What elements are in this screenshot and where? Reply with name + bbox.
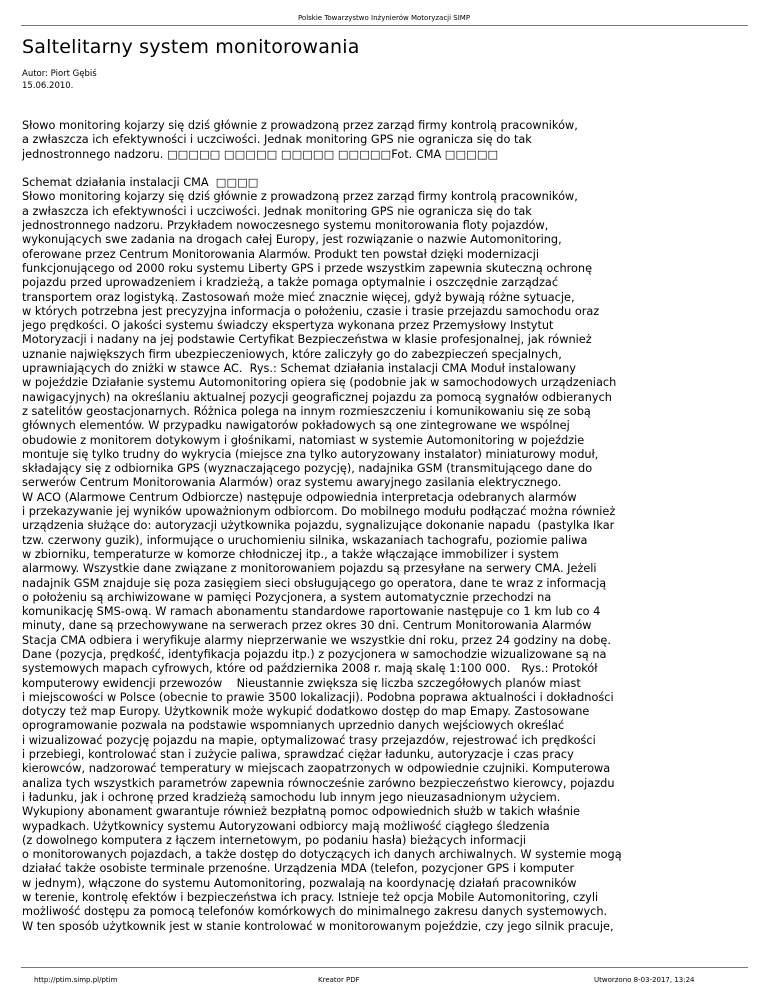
text-line: nadajnik GSM znajduje się poza zasięgiem sieci obsługującego go operatora, dane te wraz z informacją [22,576,607,590]
text-line: z satelitów geostacjonarnych. Różnica polega na innym rozmieszczeniu i komunikowaniu się ze sobą [22,404,591,418]
text-line: (z dowolnego komputera z łączem internetowym, po podaniu hasła) bieżących informacji [22,833,527,847]
text-line: Słowo monitoring kojarzy się dziś głównie z prowadzoną przez zarząd firmy kontrolą pracowników, [22,190,578,204]
text-line: serwerów Centrum Monitorowania Alarmów) oraz systemu awaryjnego zasilania elektrycznego. [22,476,562,490]
author: Autor: Piort Gębiś [22,69,97,79]
text-line: Motoryzacji i nadany na jej podstawie Certyfikat Bezpieczeństwa w klasie profesjonalnej, jak również [22,333,592,347]
article-body [22,119,752,934]
text-line: wypadkach. Użytkownicy systemu Autoryzowani odbiorcy mają możliwość ciągłego śledzenia [22,819,550,833]
text-line: urządzenia służące do: autoryzacji użytkownika pojazdu, sygnalizujące dokonanie napadu (pastylka Ikar [22,519,615,533]
paragraph-2 [22,176,752,934]
text-line: Dane (pozycja, prędkość, identyfikacja pojazdu itp.) z pozycjonera w samochodzie wizualizowane są na [22,647,607,661]
text-line: i miejscowości w Polsce (obecnie to prawie 3500 lokalizacji). Podobna poprawa aktualności i dokładności [22,690,614,704]
page-header: Polskie Towarzystwo Inżynierów Motoryzacji SIMP [297,14,471,22]
text-line: analiza tych wszystkich parametrów zapewnia równocześnie zarówno bezpieczeństwo kierowcy, pojazdu [22,776,615,790]
text-line: i ładunku, jak i ochronę przed kradzieżą samochodu lub innym jego nieuzasadnionym użyciem. [22,790,561,804]
text-line: alarmowy. Wszystkie dane związane z monitorowaniem pojazdu są przesyłane na serwery CMA. Jeżeli [22,562,597,576]
text-line: transportem oraz logistyką. Zastosowań może mieć znacznie więcej, gdyż bywają różne sytuacje, [22,290,575,304]
text-line: i przebiegi, kontrolować stan i zużycie paliwa, sprawdzać ciężar ładunku, autoryzacje i czas pracy [22,748,574,762]
footer-url[interactable]: http://ptim.simp.pl/ptim [34,976,118,984]
text-line: głównych elementów. W przypadku nawigatorów pokładowych są one zintegrowane we wspólnej [22,419,570,433]
footer-divider [21,967,748,968]
text-line: wykonujących swe zadania na drogach całej Europy, jest rozwiązanie o nazwie Automonitoring, [22,233,562,247]
article-title: Saltelitarny system monitorowania [22,36,360,58]
text-line: W ten sposób użytkownik jest w stanie kontrolować w monitorowanym pojeździe, czy jego silnik pracuje, [22,919,614,933]
text-line: i wizualizować pozycję pojazdu na mapie, optymalizować trasy przejazdów, rejestrować ich prędkości [22,733,596,747]
paragraph-gap [22,162,752,176]
text-line: w zbiorniku, temperaturze w komorze chłodniczej itp., a także włączające immobilizer i system [22,547,559,561]
text-line: funkcjonującego od 2000 roku systemu Liberty GPS i przede wszystkim zapewnia skuteczną ochronę [22,261,593,275]
text-line: pojazdu przed uprowadzeniem i kradzieżą, a także pomaga optymalnie i oszczędnie zarządzać [22,276,559,290]
text-line: o położeniu są archiwizowane w pamięci Pozycjonera, a system automatycznie przechodzi na [22,590,552,604]
text-line: komputerowy ewidencji przewozów Nieustannie zwiększa się liczba szczegółowych planów miast [22,676,581,690]
text-line: jednostronnego nadzoru. Przykładem nowoczesnego systemu monitorowania floty pojazdów, [22,219,549,233]
text-line: Wykupiony abonament gwarantuje również bezpłatną pomoc odpowiednich służb w takich właśnie [22,805,580,819]
text-line: uprawniających do zniżki w stawce AC. Rys.: Schemat działania instalacji CMA Moduł instalowany [22,362,576,376]
text-line: w jednym), włączone do systemu Automonitoring, pozwalają na koordynację działań pracowników [22,876,577,890]
text-line: działać także osobiste terminale przenośne. Urządzenia MDA (telefon, pozycjoner GPS i komputer [22,862,575,876]
text-line: obudowie z monitorem dotykowym i głośnikami, natomiast w systemie Automonitoring w pojeździe [22,433,585,447]
text-line: oprogramowanie pozwala na podstawie wspomnianych uprzednio danych wejściowych określać [22,719,565,733]
text-line: kierowców, nadzorować temperatury w miejscach zaopatrzonych w odpowiednie czujniki. Komputerowa [22,762,611,776]
text-line: montuje się tylko trudny do wykrycia (miejsce zna tylko autoryzowany instalator) miniaturowy moduł, [22,447,599,461]
text-line: tzw. czerwony guzik), informujące o uruchomieniu silnika, wskazaniach tachografu, poziomie paliwa [22,533,588,547]
text-line: oferowane przez Centrum Monitorowania Alarmów. Produkt ten powstał dzięki modernizacji [22,247,540,261]
text-line: jednostronnego nadzoru. □□□□□ □□□□□ □□□□□ □□□□□Fot. CMA □□□□□ [22,147,499,161]
text-line: Stacja CMA odbiera i weryfikuje alarmy nieprzerwanie we wszystkie dni roku, przez 24 godziny na dobę. [22,633,611,647]
text-line: i przekazywanie jej wyników upoważnionym odbiorcom. Do mobilnego modułu podłączać można również [22,505,616,519]
footer-creator: Kreator PDF [318,976,360,984]
footer-created: Utworzono 8-03-2017, 13:24 [594,976,695,984]
text-line: jego prędkości. O jakości systemu świadczy ekspertyza wykonana przez Przemysłowy Instytut [22,319,554,333]
text-line: możliwość dostępu za pomocą telefonów komórkowych do minimalnego zakresu danych systemowych. [22,905,608,919]
paragraph-1 [22,119,752,162]
text-line: Słowo monitoring kojarzy się dziś głównie z prowadzoną przez zarząd firmy kontrolą pracowników, [22,119,578,132]
text-line: w których potrzebna jest precyzyjna informacja o położeniu, czasie i trasie przejazdu samochodu oraz [22,304,600,318]
text-line: minuty, dane są przechowywane na serwerach przez okres 30 dni. Centrum Monitorowania Alarmów [22,619,592,633]
text-line: w pojeździe Działanie systemu Automonitoring opiera się (podobnie jak w samochodowych urządzeniach [22,376,617,390]
text-line: w terenie, kontrolę efektów i bezpieczeństwa ich pracy. Istnieje też opcja Mobile Automonitoring, czyli [22,891,599,905]
header-divider [21,25,748,26]
text-line: komunikację SMS-ową. W ramach abonamentu standardowe raportowanie następuje co 1 km lub co 4 [22,605,601,619]
text-line: o monitorowanych pojazdach, a także dostęp do dotyczących ich danych archiwalnych. W systemie mogą [22,848,622,862]
text-line: składający się z odbiornika GPS (wyznaczającego pozycję), nadajnika GSM (transmitującego dane do [22,462,593,476]
text-line: systemowych mapach cyfrowych, które od października 2008 r. mają skalę 1:100 000. Rys.: Protokół [22,662,598,676]
text-line: W ACO (Alarmowe Centrum Odbiorcze) następuje odpowiednia interpretacja odebranych alarmów [22,490,577,504]
text-line: nawigacyjnych) na określaniu aktualnej pozycji geograficznej pojazdu za pomocą sygnałów odbieranych [22,390,612,404]
text-line: Schemat działania instalacji CMA □□□□ [22,176,259,190]
text-line: dotyczy też map Europy. Użytkownik może wykupić dodatkowo dostęp do map Emapy. Zastosowane [22,705,590,719]
text-line: uznanie największych firm ubezpieczeniowych, które zaliczyły go do zabezpieczeń specjalnych, [22,347,562,361]
date: 15.06.2010. [22,81,74,91]
text-line: a zwłaszcza ich efektywności i uczciwości. Jednak monitoring GPS nie ogranicza się do tak [22,204,532,218]
text-line: a zwłaszcza ich efektywności i uczciwości. Jednak monitoring GPS nie ogranicza się do tak [22,133,532,147]
